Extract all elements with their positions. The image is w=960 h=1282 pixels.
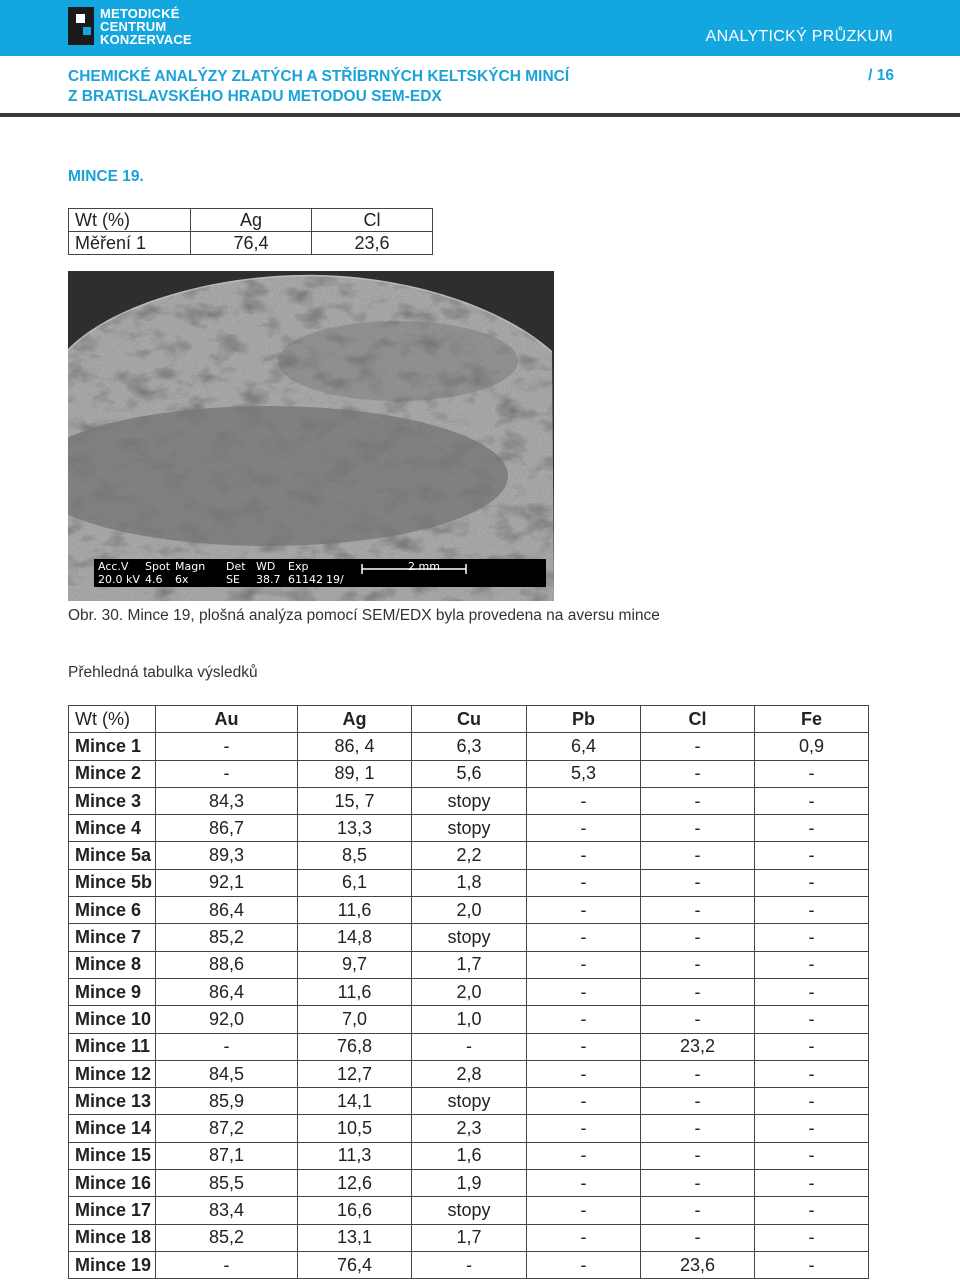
value-cell: 83,4 [156, 1197, 298, 1224]
coin-name-cell: Mince 16 [69, 1170, 156, 1197]
results-table [68, 705, 869, 1279]
measurement-cell: Ag [191, 209, 312, 232]
coin-name-cell: Mince 14 [69, 1115, 156, 1142]
value-cell: 76,4 [298, 1251, 412, 1278]
value-cell: 1,9 [412, 1170, 527, 1197]
value-cell: - [755, 1088, 869, 1115]
table-row [69, 978, 869, 1005]
value-cell: 6,1 [298, 869, 412, 896]
value-cell: 76,8 [298, 1033, 412, 1060]
overview-heading: Přehledná tabulka výsledků [68, 664, 258, 681]
value-cell: 2,2 [412, 842, 527, 869]
databar-accv-label: Acc.V [98, 560, 129, 573]
value-cell: - [755, 1115, 869, 1142]
value-cell: - [641, 1060, 755, 1087]
results-header-cell: Cu [412, 706, 527, 733]
table-row [69, 897, 869, 924]
measurement-cell: Měření 1 [69, 232, 191, 255]
value-cell: - [755, 760, 869, 787]
value-cell: - [755, 842, 869, 869]
value-cell: 85,9 [156, 1088, 298, 1115]
value-cell: 13,3 [298, 815, 412, 842]
value-cell: 7,0 [298, 1006, 412, 1033]
value-cell: - [755, 1033, 869, 1060]
measurement-cell: 76,4 [191, 232, 312, 255]
databar-det-value: SE [226, 573, 240, 586]
value-cell: - [527, 1251, 641, 1278]
value-cell: - [156, 733, 298, 760]
databar-magn-label: Magn [175, 560, 206, 573]
coin-name-cell: Mince 17 [69, 1197, 156, 1224]
table-row [69, 842, 869, 869]
coin-name-cell: Mince 5a [69, 842, 156, 869]
results-header-cell: Pb [527, 706, 641, 733]
table-row [69, 951, 869, 978]
databar-accv-value: 20.0 kV [98, 573, 140, 586]
value-cell: 6,3 [412, 733, 527, 760]
databar-spot-label: Spot [145, 560, 171, 573]
value-cell: 86,4 [156, 978, 298, 1005]
databar-exp-label: Exp [288, 560, 309, 573]
databar-det-label: Det [226, 560, 246, 573]
coin-name-cell: Mince 5b [69, 869, 156, 896]
table-row [69, 924, 869, 951]
table-row [69, 815, 869, 842]
databar-wd-value: 38.7 [256, 573, 281, 586]
value-cell: - [527, 1088, 641, 1115]
value-cell: - [527, 842, 641, 869]
results-header-cell: Fe [755, 706, 869, 733]
coin-name-cell: Mince 8 [69, 951, 156, 978]
coin-name-cell: Mince 4 [69, 815, 156, 842]
value-cell: 11,6 [298, 978, 412, 1005]
value-cell: 2,8 [412, 1060, 527, 1087]
value-cell: - [641, 1197, 755, 1224]
value-cell: 92,1 [156, 869, 298, 896]
document-title-line-2: Z BRATISLAVSKÉHO HRADU METODOU SEM-EDX [68, 88, 442, 105]
value-cell: - [527, 787, 641, 814]
value-cell: - [641, 1088, 755, 1115]
value-cell: 87,1 [156, 1142, 298, 1169]
value-cell: 92,0 [156, 1006, 298, 1033]
table-row [69, 787, 869, 814]
document-title [68, 67, 569, 107]
value-cell: - [527, 815, 641, 842]
logo-line-3: KONZERVACE [100, 31, 192, 47]
databar-exp-value: 61142 [288, 573, 323, 586]
value-cell: - [527, 1197, 641, 1224]
value-cell: 89, 1 [298, 760, 412, 787]
value-cell: 8,5 [298, 842, 412, 869]
value-cell: 5,6 [412, 760, 527, 787]
value-cell: - [641, 1142, 755, 1169]
value-cell: - [641, 897, 755, 924]
coin-name-cell: Mince 11 [69, 1033, 156, 1060]
sem-micrograph [68, 271, 554, 601]
table-row [69, 869, 869, 896]
logo-line-2: CENTRUM [100, 18, 167, 34]
value-cell: - [755, 1142, 869, 1169]
value-cell: 86,4 [156, 897, 298, 924]
value-cell: - [755, 978, 869, 1005]
value-cell: - [641, 924, 755, 951]
value-cell: - [527, 1142, 641, 1169]
table-row [69, 733, 869, 760]
value-cell: - [641, 760, 755, 787]
value-cell: 85,2 [156, 924, 298, 951]
value-cell: - [156, 1251, 298, 1278]
value-cell: - [412, 1251, 527, 1278]
value-cell: - [755, 1170, 869, 1197]
coin-name-cell: Mince 10 [69, 1006, 156, 1033]
value-cell: - [527, 978, 641, 1005]
results-header-cell: Wt (%) [69, 706, 156, 733]
value-cell: 87,2 [156, 1115, 298, 1142]
databar-spot-value: 4.6 [145, 573, 163, 586]
coin-heading: MINCE 19. [68, 168, 144, 185]
top-bar [0, 0, 960, 56]
measurement-cell: Cl [312, 209, 433, 232]
results-header-cell: Cl [641, 706, 755, 733]
value-cell: - [156, 760, 298, 787]
value-cell: 14,8 [298, 924, 412, 951]
table-row [69, 1170, 869, 1197]
value-cell: stopy [412, 1088, 527, 1115]
value-cell: - [527, 1170, 641, 1197]
value-cell: - [641, 842, 755, 869]
results-header-cell: Ag [298, 706, 412, 733]
value-cell: - [755, 1006, 869, 1033]
value-cell: - [527, 869, 641, 896]
value-cell: - [641, 1006, 755, 1033]
value-cell: stopy [412, 1197, 527, 1224]
databar-scale-label: 2 mm [408, 560, 440, 573]
value-cell: - [527, 1060, 641, 1087]
document-title-line-1: CHEMICKÉ ANALÝZY ZLATÝCH A STŘÍBRNÝCH KELTSKÝCH MINCÍ [68, 68, 570, 85]
value-cell: 12,6 [298, 1170, 412, 1197]
value-cell: 9,7 [298, 951, 412, 978]
table-row [69, 1006, 869, 1033]
value-cell: stopy [412, 924, 527, 951]
value-cell: 85,2 [156, 1224, 298, 1251]
table-row [69, 1224, 869, 1251]
coin-name-cell: Mince 7 [69, 924, 156, 951]
value-cell: - [527, 1224, 641, 1251]
coin-name-cell: Mince 13 [69, 1088, 156, 1115]
coin-name-cell: Mince 2 [69, 760, 156, 787]
value-cell: - [527, 924, 641, 951]
value-cell: 16,6 [298, 1197, 412, 1224]
coin-name-cell: Mince 19 [69, 1251, 156, 1278]
table-row [69, 1251, 869, 1278]
value-cell: - [755, 951, 869, 978]
value-cell: 11,3 [298, 1142, 412, 1169]
value-cell: 84,5 [156, 1060, 298, 1087]
value-cell: 1,7 [412, 1224, 527, 1251]
logo-mark-icon [68, 7, 94, 45]
value-cell: - [527, 1115, 641, 1142]
value-cell: 85,5 [156, 1170, 298, 1197]
page-number: / 16 [868, 67, 894, 84]
databar-magn-value: 6x [175, 573, 189, 586]
measurement-cell: Wt (%) [69, 209, 191, 232]
value-cell: - [641, 815, 755, 842]
value-cell: 6,4 [527, 733, 641, 760]
value-cell: 2,0 [412, 897, 527, 924]
value-cell: stopy [412, 787, 527, 814]
table-row [69, 760, 869, 787]
logo [68, 5, 192, 47]
value-cell: - [527, 951, 641, 978]
value-cell: - [641, 869, 755, 896]
value-cell: 86, 4 [298, 733, 412, 760]
value-cell: - [641, 1115, 755, 1142]
coin-name-cell: Mince 15 [69, 1142, 156, 1169]
value-cell: 11,6 [298, 897, 412, 924]
value-cell: - [641, 787, 755, 814]
coin-name-cell: Mince 1 [69, 733, 156, 760]
table-row [69, 1088, 869, 1115]
value-cell: 84,3 [156, 787, 298, 814]
value-cell: 2,0 [412, 978, 527, 1005]
value-cell: 10,5 [298, 1115, 412, 1142]
coin-name-cell: Mince 3 [69, 787, 156, 814]
value-cell: - [755, 1060, 869, 1087]
measurement-row [69, 209, 433, 232]
value-cell: - [755, 1251, 869, 1278]
value-cell: - [755, 1197, 869, 1224]
value-cell: - [156, 1033, 298, 1060]
value-cell: 15, 7 [298, 787, 412, 814]
value-cell: - [641, 1224, 755, 1251]
table-row [69, 1033, 869, 1060]
value-cell: 12,7 [298, 1060, 412, 1087]
value-cell: 86,7 [156, 815, 298, 842]
databar-frame-value: 19/ [326, 573, 344, 586]
coin-name-cell: Mince 18 [69, 1224, 156, 1251]
value-cell: 89,3 [156, 842, 298, 869]
value-cell: 1,8 [412, 869, 527, 896]
table-row [69, 1115, 869, 1142]
value-cell: 5,3 [527, 760, 641, 787]
sem-image [68, 271, 554, 601]
value-cell: 13,1 [298, 1224, 412, 1251]
coin-name-cell: Mince 6 [69, 897, 156, 924]
table-row [69, 1060, 869, 1087]
value-cell: - [755, 787, 869, 814]
value-cell: 0,9 [755, 733, 869, 760]
value-cell: 1,6 [412, 1142, 527, 1169]
value-cell: 23,6 [641, 1251, 755, 1278]
measurement-row [69, 232, 433, 255]
value-cell: - [641, 1170, 755, 1197]
value-cell: 23,2 [641, 1033, 755, 1060]
value-cell: - [527, 1006, 641, 1033]
figure-caption: Obr. 30. Mince 19, plošná analýza pomocí SEM/EDX byla provedena na aversu mince [68, 607, 660, 624]
value-cell: - [755, 1224, 869, 1251]
value-cell: - [641, 733, 755, 760]
value-cell: - [527, 897, 641, 924]
value-cell: - [527, 1033, 641, 1060]
measurement-cell: 23,6 [312, 232, 433, 255]
coin-name-cell: Mince 12 [69, 1060, 156, 1087]
coin-name-cell: Mince 9 [69, 978, 156, 1005]
value-cell: - [641, 978, 755, 1005]
value-cell: - [412, 1033, 527, 1060]
results-header-row [69, 706, 869, 733]
value-cell: - [755, 869, 869, 896]
value-cell: - [755, 815, 869, 842]
measurement-table [68, 208, 433, 255]
results-header-cell: Au [156, 706, 298, 733]
table-row [69, 1197, 869, 1224]
value-cell: 14,1 [298, 1088, 412, 1115]
value-cell: stopy [412, 815, 527, 842]
value-cell: - [641, 951, 755, 978]
logo-text [100, 7, 192, 46]
table-row [69, 1142, 869, 1169]
sem-databar [98, 560, 546, 586]
header-divider [0, 113, 960, 117]
logo-line-1: METODICKÉ [100, 5, 180, 21]
section-label: ANALYTICKÝ PRŮZKUM [705, 28, 893, 45]
value-cell: 2,3 [412, 1115, 527, 1142]
value-cell: - [755, 924, 869, 951]
value-cell: 1,0 [412, 1006, 527, 1033]
databar-wd-label: WD [256, 560, 276, 573]
value-cell: 1,7 [412, 951, 527, 978]
value-cell: - [755, 897, 869, 924]
value-cell: 88,6 [156, 951, 298, 978]
